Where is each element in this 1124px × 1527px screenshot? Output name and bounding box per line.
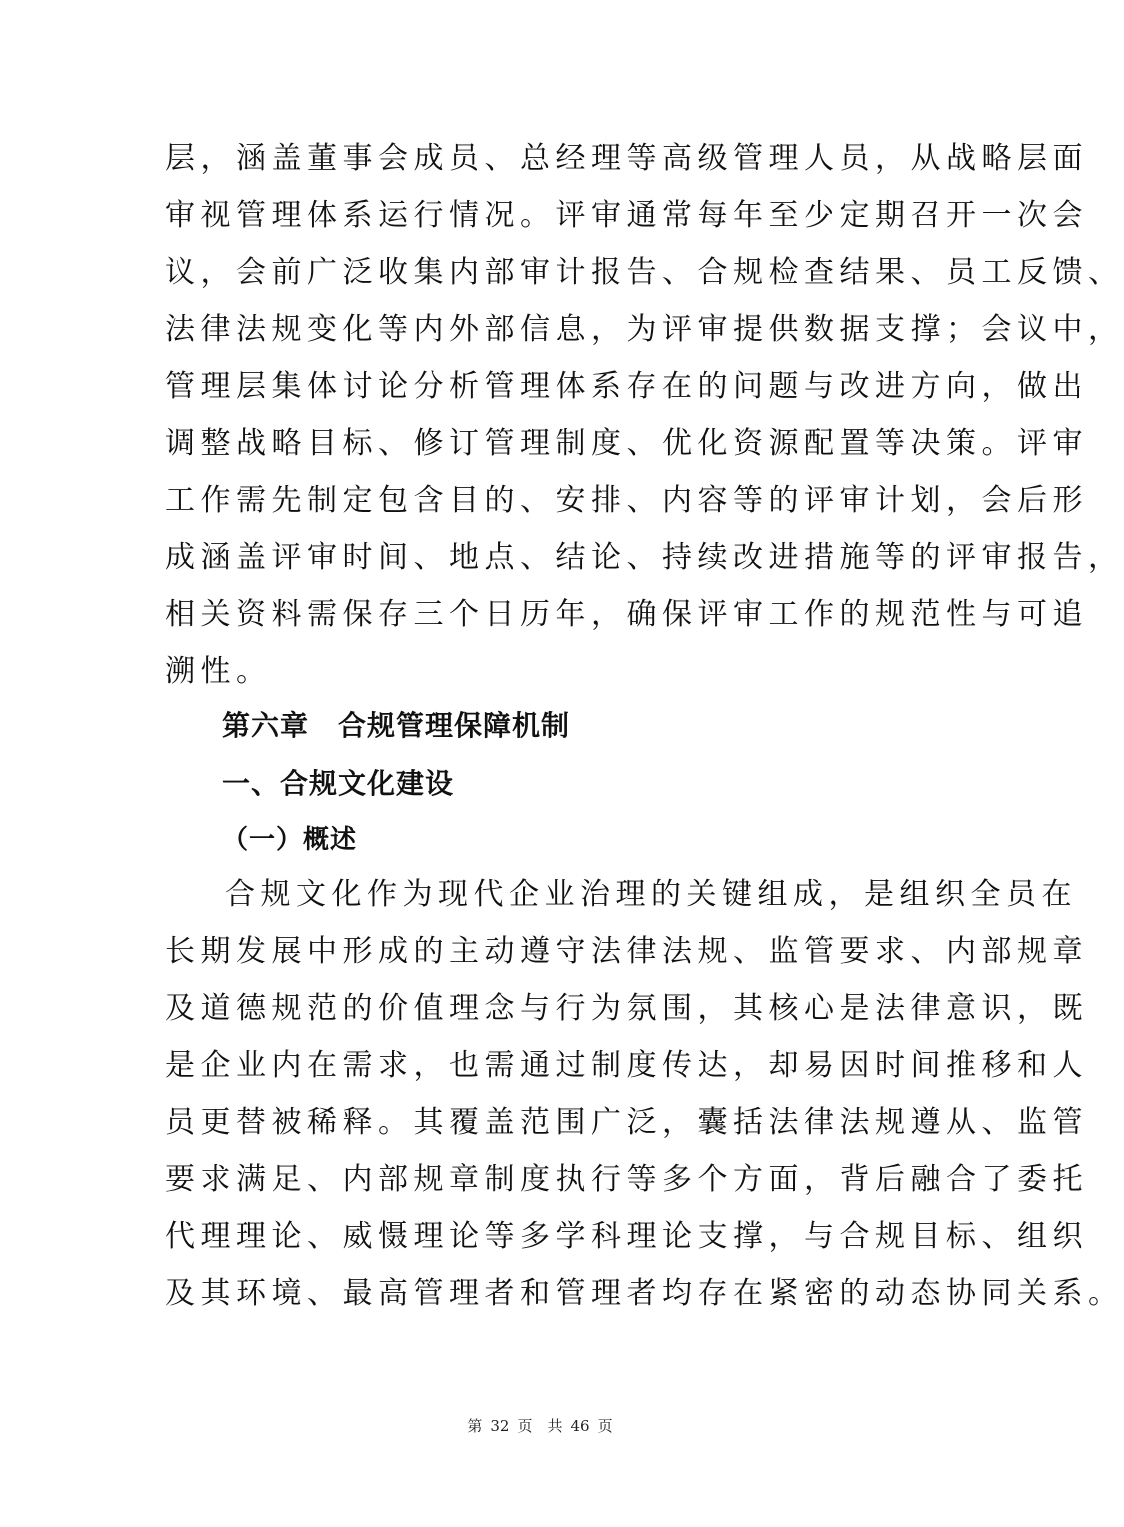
paragraph-line: 议，会前广泛收集内部审计报告、合规检查结果、员工反馈、 [165, 255, 1124, 290]
paragraph-line: 层，涵盖董事会成员、总经理等高级管理人员，从战略层面 [165, 141, 1088, 176]
paragraph-line: 调整战略目标、修订管理制度、优化资源配置等决策。评审 [165, 426, 1088, 461]
paragraph-line: 管理层集体讨论分析管理体系存在的问题与改进方向，做出 [165, 369, 1088, 404]
paragraph-line: 代理理论、威慑理论等多学科理论支撑，与合规目标、组织 [165, 1219, 1088, 1254]
page-footer [0, 1415, 1080, 1436]
paragraph-line: 审视管理体系运行情况。评审通常每年至少定期召开一次会 [165, 198, 1088, 233]
section-title: 一、合规文化建设 [222, 767, 455, 800]
paragraph-line: 溯性。 [165, 654, 272, 689]
paragraph-line: 是企业内在需求，也需通过制度传达，却易因时间推移和人 [165, 1048, 1088, 1083]
footer-middle: 页 共 [517, 1417, 563, 1435]
total-pages-number: 46 [570, 1417, 590, 1435]
paragraph-line: 相关资料需保存三个日历年，确保评审工作的规范性与可追 [165, 597, 1088, 632]
paragraph-line: 及道德规范的价值理念与行为氛围，其核心是法律意识，既 [165, 991, 1088, 1026]
paragraph-line: 工作需先制定包含目的、安排、内容等的评审计划，会后形 [165, 483, 1088, 518]
paragraph-line: 成涵盖评审时间、地点、结论、持续改进措施等的评审报告， [165, 540, 1124, 575]
paragraph-line: 法律法规变化等内外部信息，为评审提供数据支撑；会议中， [165, 312, 1124, 347]
paragraph-line: 长期发展中形成的主动遵守法律法规、监管要求、内部规章 [165, 934, 1088, 969]
paragraph-line: 及其环境、最高管理者和管理者均存在紧密的动态协同关系。 [165, 1276, 1124, 1311]
footer-suffix: 页 [597, 1417, 613, 1435]
paragraph-line: 要求满足、内部规章制度执行等多个方面，背后融合了委托 [165, 1162, 1088, 1197]
subsection-title: （一）概述 [222, 825, 358, 855]
chapter-title: 第六章 合规管理保障机制 [222, 709, 571, 742]
current-page-number: 32 [490, 1417, 510, 1435]
footer-prefix: 第 [467, 1417, 483, 1435]
paragraph-line: 合规文化作为现代企业治理的关键组成，是组织全员在 [225, 877, 1077, 912]
paragraph-line: 员更替被稀释。其覆盖范围广泛，囊括法律法规遵从、监管 [165, 1105, 1088, 1140]
